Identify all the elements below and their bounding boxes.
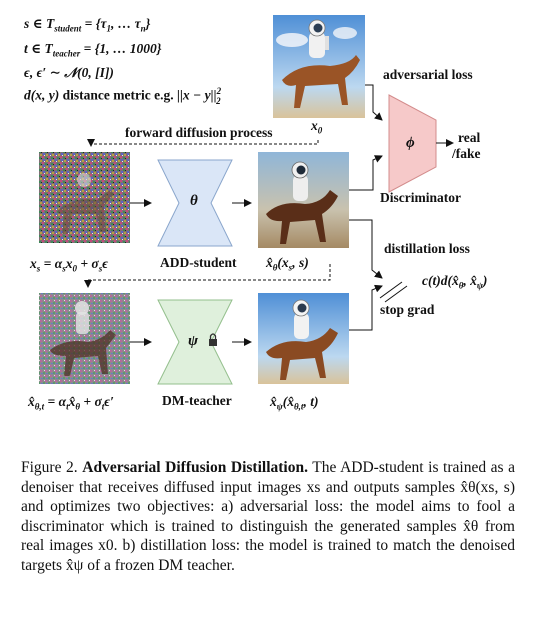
real-label: real [458, 130, 481, 145]
caption-figure-number: Figure 2. [21, 459, 78, 476]
noisy-student-image [39, 293, 130, 384]
def-s: s ∈ $T_{student} = \{\tau_1$, … $\tau_n$} [24, 16, 151, 34]
noisy-student-equation-label: $x̂_{\theta,t}$ = $\alpha_tx̂_\theta + \sigma_t\epsilon'$ [28, 394, 114, 412]
psi-label: ψ [188, 333, 199, 349]
caption-body: The ADD-student is trained as a denoiser that receives diffused input images xs and outputs samples x̂θ(xs, s) and optimizes two objectives: a) adversarial loss: the model aims to fool a discriminator which is trained to distinguish the generated samples x̂θ from real images x0. b) distillation loss: the model is trained to match the denoised targets x̂ψ of a frozen DM teacher. [21, 459, 516, 574]
student-output-label: $x̂_\theta(x_s$, s) [266, 255, 309, 273]
caption-title: Adversarial Diffusion Distillation. [82, 459, 308, 476]
fake-label: /fake [452, 146, 481, 161]
figure-caption [21, 458, 515, 576]
teacher-output-label: $x̂_\psi(x̂_{\theta,t}$, t) [270, 394, 319, 412]
def-t: t ∈ $T_{teacher} = \{1$, … 1000} [24, 40, 162, 59]
forward-diffusion-label: forward diffusion process [125, 125, 273, 140]
xs-equation-label: $x_s = \alpha_sx_0 + \sigma_s\epsilon$ [30, 256, 109, 274]
x0-label: $x_0$ [311, 118, 323, 136]
def-eps: ϵ, ϵ′ ∼ 𝒩(0, [I]) [24, 65, 114, 81]
student-output-image [258, 152, 349, 248]
discriminator-label: Discriminator [380, 190, 461, 205]
phi-label: ϕ [406, 135, 415, 151]
add-student-label: ADD-student [160, 255, 237, 270]
def-d: d(x, y) distance metric e.g. $||x - y||^2_2$ [24, 86, 222, 106]
distillation-loss-label: distillation loss [384, 241, 470, 256]
stop-grad-label: stop grad [380, 302, 435, 317]
noisy-image-xs [39, 152, 130, 243]
theta-label: θ [190, 193, 198, 209]
adversarial-loss-label: adversarial loss [383, 67, 473, 82]
teacher-output-image [258, 293, 349, 384]
dm-teacher-label: DM-teacher [162, 393, 232, 408]
distillation-term-label: $c(t)d(x̂_\theta$, $x̂_\psi$) [422, 273, 488, 291]
real-image-x0 [273, 15, 365, 118]
